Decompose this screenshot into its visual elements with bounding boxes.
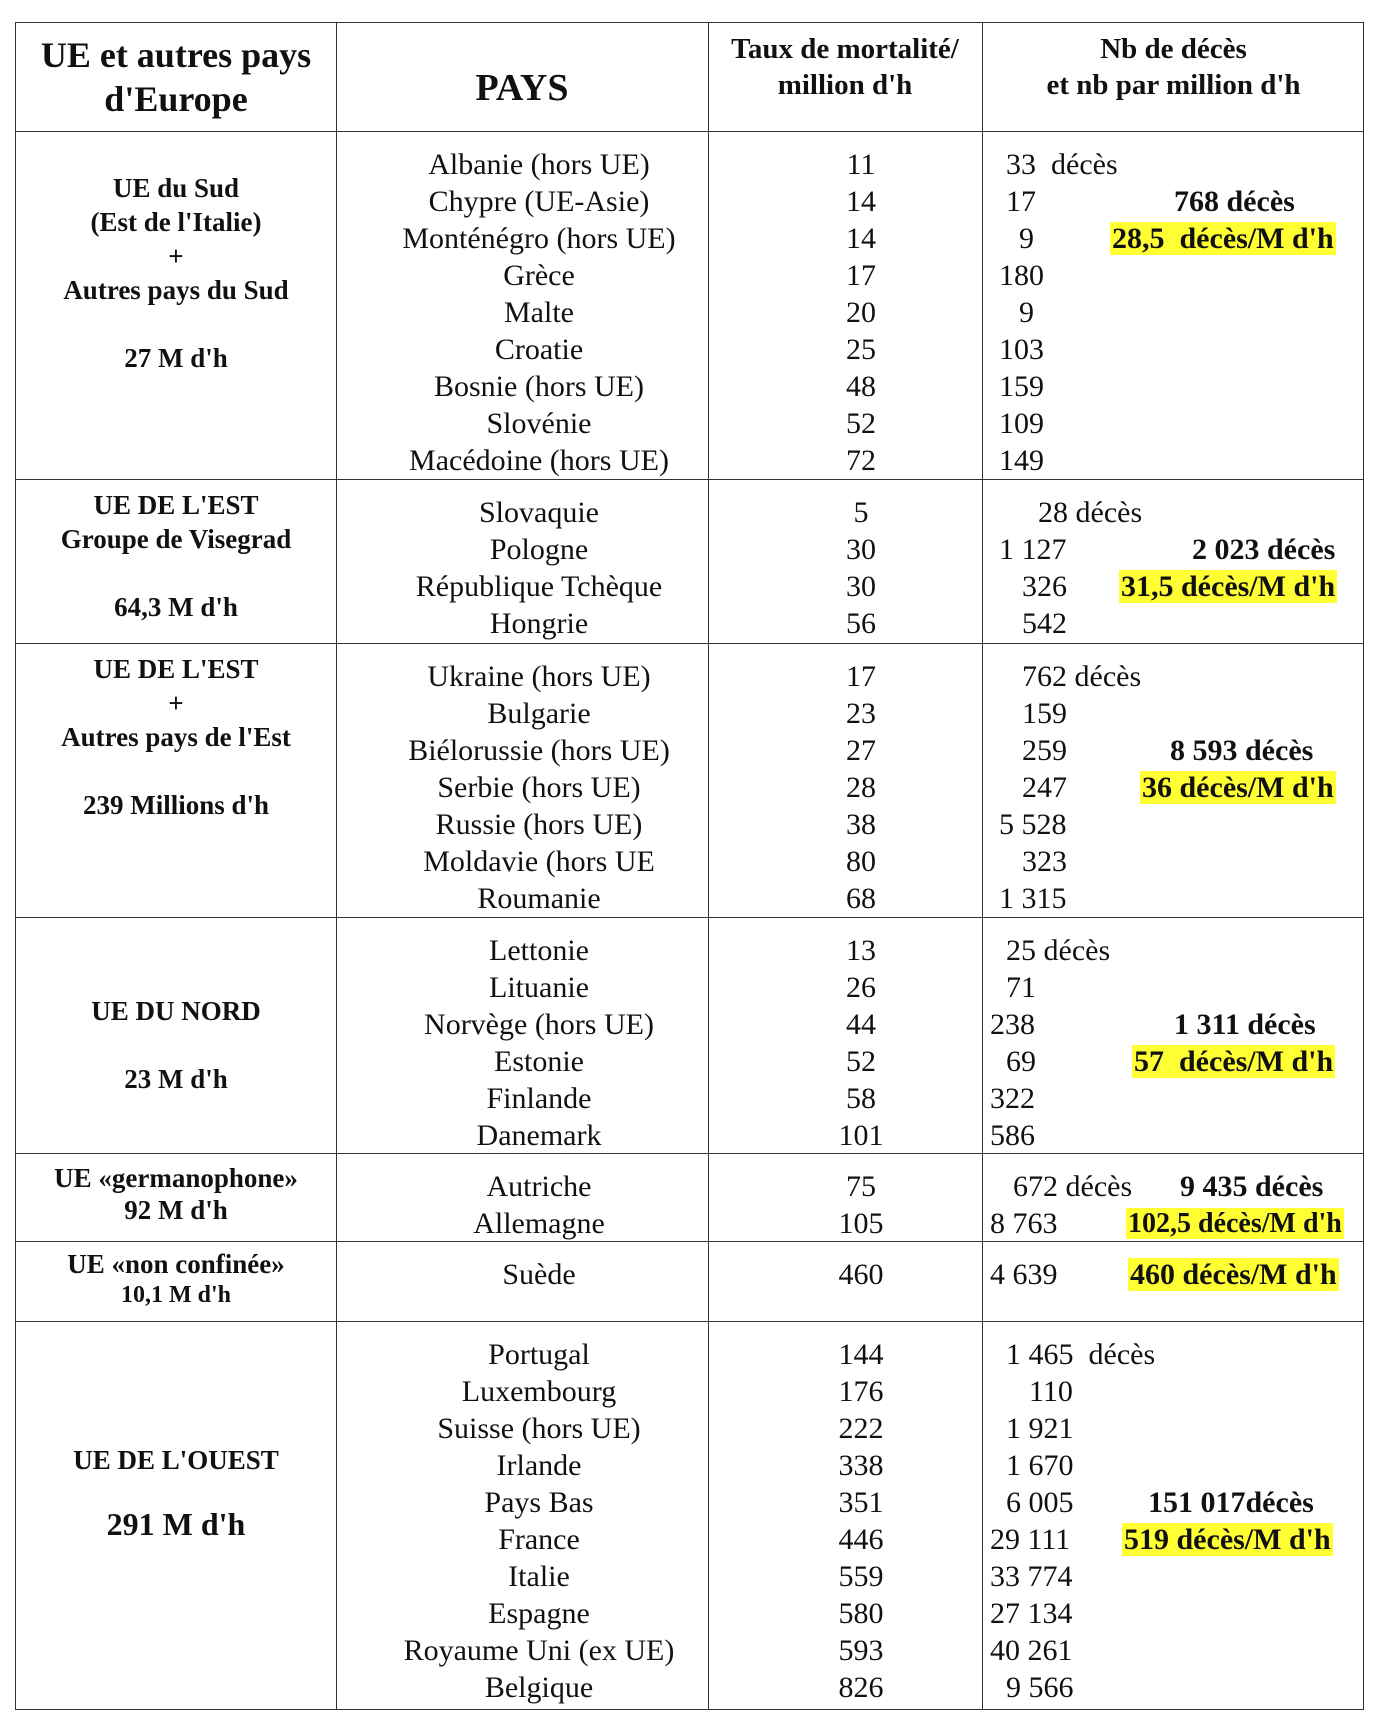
rate-cell: 48: [846, 370, 876, 403]
group-label-line: 27 M d'h: [124, 343, 228, 373]
country-cell: Croatie: [494, 333, 584, 366]
rate-cell: 144: [838, 1338, 884, 1371]
rate-cell: 26: [846, 971, 876, 1004]
country-cell: Moldavie (hors UE: [423, 845, 655, 878]
country-cell: Irlande: [496, 1449, 582, 1482]
deaths-cell: 6 005: [1006, 1486, 1074, 1519]
rate-cell: 52: [846, 407, 876, 440]
rate-cell: 105: [838, 1207, 884, 1240]
country-cell: Espagne: [488, 1597, 590, 1630]
per-million-highlight: 57 décès/M d'h: [1134, 1045, 1334, 1078]
deaths-cell: 326: [1022, 570, 1067, 603]
country-cell: Hongrie: [489, 607, 589, 640]
country-cell: Slovénie: [486, 407, 592, 440]
group-per-million: [1126, 1205, 1344, 1242]
deaths-cell: 71: [1006, 971, 1036, 1004]
deaths-cell: 323: [1022, 845, 1067, 878]
deaths-cell: 33 774: [990, 1560, 1073, 1593]
deaths-cell: 109: [999, 407, 1044, 440]
mortality-table: [15, 22, 1364, 1710]
group-label-line: [16, 1028, 336, 1062]
group-label-line: 291 M d'h: [106, 1506, 246, 1542]
rate-cell: 30: [846, 533, 876, 566]
country-cell: Macédoine (hors UE): [409, 444, 669, 477]
country-cell: République Tchèque: [415, 570, 663, 603]
group-label-nord: [16, 994, 336, 1096]
rate-cell: 5: [853, 496, 869, 529]
group-label-line: Autres pays de l'Est: [61, 722, 291, 752]
group-label-line: UE DE L'EST: [93, 654, 259, 684]
per-million-highlight: 519 décès/M d'h: [1124, 1523, 1331, 1556]
group-label-line: UE «germanophone»: [54, 1163, 298, 1193]
rate-cell: 222: [838, 1412, 884, 1445]
country-cell: Suisse (hors UE): [437, 1412, 641, 1445]
group-label-line: 92 M d'h: [124, 1195, 228, 1225]
country-cell: Ukraine (hors UE): [427, 660, 651, 693]
per-million-highlight: 36 décès/M d'h: [1142, 771, 1334, 804]
deaths-cell: 1 670: [1006, 1449, 1074, 1482]
header-region-label: UE et autres pays d'Europe: [40, 35, 312, 119]
country-cell: Luxembourg: [461, 1375, 617, 1408]
group-label-ouest: [16, 1443, 336, 1541]
rate-cell: 52: [846, 1045, 876, 1078]
rate-cell: 23: [846, 697, 876, 730]
group-label-non-confinee: [16, 1249, 336, 1310]
deaths-cell: 69: [1006, 1045, 1036, 1078]
deaths-cell: 149: [999, 444, 1044, 477]
header-rate-line1: Taux de mortalité/: [731, 33, 959, 65]
row-divider: [16, 643, 1363, 644]
group-label-line: [16, 307, 336, 341]
deaths-cell: 9: [1019, 296, 1034, 329]
rate-cell: 72: [846, 444, 876, 477]
country-cell: Italie: [508, 1560, 570, 1593]
rate-cell: 80: [846, 845, 876, 878]
country-cell: Pologne: [489, 533, 589, 566]
group-label-line: Autres pays du Sud: [63, 275, 289, 305]
group-per-million: [1140, 769, 1336, 806]
rate-cell: 56: [846, 607, 876, 640]
row-divider: [16, 131, 1363, 132]
rate-cell: 58: [846, 1082, 876, 1115]
rate-cell: 30: [846, 570, 876, 603]
group-total-deaths: 8 593 décès: [1170, 734, 1314, 767]
header-rate-line2: million d'h: [777, 69, 913, 101]
group-total-deaths: 9 435 décès: [1180, 1170, 1324, 1203]
deaths-cell: 17: [1006, 185, 1036, 218]
deaths-cell: 33 décès: [1006, 148, 1118, 181]
rate-cell: 44: [846, 1008, 876, 1041]
rate-cell: 68: [846, 882, 876, 915]
deaths-cell: 247: [1022, 771, 1067, 804]
group-per-million: [1128, 1256, 1339, 1293]
deaths-cell: 4 639: [990, 1258, 1058, 1291]
group-label-visegrad: [16, 488, 336, 624]
deaths-cell: 238: [990, 1008, 1035, 1041]
group-label-line: [16, 754, 336, 788]
country-cell: Norvège (hors UE): [424, 1008, 654, 1041]
group-label-line: UE du Sud: [112, 173, 240, 203]
group-label-line: 10,1 M d'h: [120, 1282, 231, 1308]
rate-cell: 14: [846, 185, 876, 218]
country-cell: Slovaquie: [479, 496, 599, 529]
deaths-cell: 27 134: [990, 1597, 1073, 1630]
deaths-cell: 180: [999, 259, 1044, 292]
rate-cell: 826: [838, 1671, 884, 1704]
group-label-line: 23 M d'h: [124, 1064, 228, 1094]
rate-cell: 593: [838, 1634, 884, 1667]
country-cell: Monténégro (hors UE): [402, 222, 676, 255]
country-cell: Danemark: [476, 1119, 602, 1152]
deaths-cell: 103: [999, 333, 1044, 366]
header-deaths-line1: Nb de décès: [1100, 33, 1247, 65]
row-divider: [16, 1321, 1363, 1322]
group-label-est: [16, 652, 336, 822]
rate-cell: 13: [846, 934, 876, 967]
deaths-cell: 8 763: [990, 1207, 1058, 1240]
header-rate: [708, 31, 982, 103]
deaths-cell: 322: [990, 1082, 1035, 1115]
country-cell: Royaume Uni (ex UE): [403, 1634, 675, 1667]
country-cell: Bulgarie: [487, 697, 591, 730]
rate-cell: 460: [838, 1258, 884, 1291]
group-label-line: UE DU NORD: [91, 996, 261, 1026]
per-million-highlight: 102,5 décès/M d'h: [1128, 1208, 1342, 1239]
country-cell: Serbie (hors UE): [437, 771, 641, 804]
country-cell: Suède: [502, 1258, 576, 1291]
header-region: [16, 33, 336, 121]
country-cell: Grèce: [503, 259, 575, 292]
deaths-cell: 159: [999, 370, 1044, 403]
deaths-cell: 25 décès: [1006, 934, 1111, 967]
rate-cell: 351: [838, 1486, 884, 1519]
group-label-sud: [16, 171, 336, 375]
per-million-highlight: 31,5 décès/M d'h: [1121, 570, 1336, 603]
deaths-cell: 29 111: [990, 1523, 1071, 1556]
deaths-cell: 542: [1022, 607, 1067, 640]
deaths-cell: 1 465 décès: [1006, 1338, 1156, 1371]
group-total-deaths: 151 017décès: [1148, 1486, 1314, 1519]
country-cell: Lituanie: [489, 971, 589, 1004]
country-cell: France: [498, 1523, 580, 1556]
rate-cell: 25: [846, 333, 876, 366]
group-label-line: Groupe de Visegrad: [60, 524, 292, 554]
rate-cell: 446: [838, 1523, 884, 1556]
deaths-cell: 762 décès: [1022, 660, 1142, 693]
deaths-cell: 159: [1022, 697, 1067, 730]
column-divider: [336, 23, 337, 1709]
rate-cell: 38: [846, 808, 876, 841]
country-cell: Lettonie: [489, 934, 589, 967]
rate-cell: 17: [846, 660, 876, 693]
group-label-line: UE DE L'EST: [93, 490, 259, 520]
country-cell: Belgique: [484, 1671, 594, 1704]
group-label-line: 64,3 M d'h: [114, 592, 238, 622]
deaths-cell: 28 décès: [1038, 496, 1143, 529]
per-million-highlight: 460 décès/M d'h: [1130, 1258, 1337, 1291]
rate-cell: 20: [846, 296, 876, 329]
country-cell: Estonie: [494, 1045, 584, 1078]
rate-cell: 101: [838, 1119, 884, 1152]
rate-cell: 559: [838, 1560, 884, 1593]
deaths-cell: 1 127: [999, 533, 1067, 566]
rate-cell: 11: [846, 148, 876, 181]
rate-cell: 14: [846, 222, 876, 255]
country-cell: Russie (hors UE): [435, 808, 643, 841]
per-million-highlight: 28,5 décès/M d'h: [1112, 222, 1334, 255]
rate-cell: 17: [846, 259, 876, 292]
header-deaths: [982, 31, 1365, 103]
deaths-cell: 586: [990, 1119, 1035, 1152]
rate-cell: 580: [838, 1597, 884, 1630]
header-deaths-line2: et nb par million d'h: [1046, 69, 1301, 101]
deaths-cell: 9 566: [1006, 1671, 1074, 1704]
group-label-line: (Est de l'Italie): [90, 207, 262, 237]
group-label-line: UE «non confinée»: [67, 1249, 285, 1279]
country-cell: Finlande: [486, 1082, 592, 1115]
deaths-cell: 9: [1019, 222, 1034, 255]
group-per-million: [1119, 568, 1337, 605]
group-total-deaths: 768 décès: [1174, 185, 1295, 218]
group-label-germanophone: [16, 1162, 336, 1226]
rate-cell: 338: [838, 1449, 884, 1482]
group-total-deaths: 1 311 décès: [1174, 1008, 1316, 1041]
country-cell: Allemagne: [473, 1207, 605, 1240]
header-country: [336, 67, 708, 110]
deaths-cell: 40 261: [990, 1634, 1073, 1667]
group-per-million: [1122, 1521, 1333, 1558]
group-label-line: +: [168, 241, 184, 271]
country-cell: Malte: [504, 296, 574, 329]
country-cell: Albanie (hors UE): [428, 148, 650, 181]
rate-cell: 27: [846, 734, 876, 767]
header-country-label: PAYS: [475, 67, 569, 109]
group-label-line: +: [168, 688, 184, 718]
group-per-million: [1110, 220, 1336, 257]
deaths-cell: 259: [1022, 734, 1067, 767]
country-cell: Pays Bas: [484, 1486, 594, 1519]
rate-cell: 28: [846, 771, 876, 804]
group-label-line: UE DE L'OUEST: [73, 1445, 279, 1475]
deaths-cell: 672 décès: [1013, 1170, 1133, 1203]
deaths-cell: 1 315: [999, 882, 1067, 915]
group-per-million: [1132, 1043, 1335, 1080]
group-total-deaths: 2 023 décès: [1192, 533, 1336, 566]
row-divider: [16, 917, 1363, 918]
deaths-cell: 110: [1029, 1375, 1073, 1408]
country-cell: Roumanie: [477, 882, 601, 915]
rate-cell: 75: [846, 1170, 876, 1203]
country-cell: Biélorussie (hors UE): [408, 734, 670, 767]
country-cell: Chypre (UE-Asie): [428, 185, 650, 218]
deaths-cell: 1 921: [1006, 1412, 1074, 1445]
country-cell: Bosnie (hors UE): [434, 370, 644, 403]
rate-cell: 176: [838, 1375, 884, 1408]
row-divider: [16, 479, 1363, 480]
country-cell: Portugal: [488, 1338, 590, 1371]
group-label-line: [16, 556, 336, 590]
group-label-line: 239 Millions d'h: [82, 790, 270, 820]
country-cell: Autriche: [486, 1170, 592, 1203]
deaths-cell: 5 528: [999, 808, 1067, 841]
